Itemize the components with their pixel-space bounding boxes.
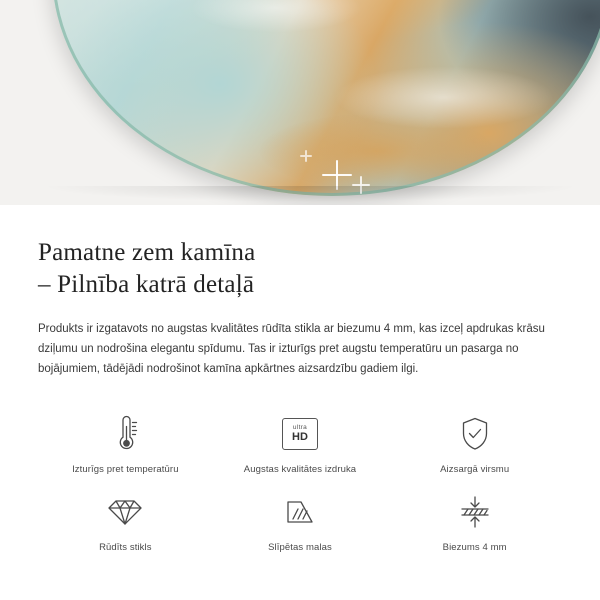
feature-label: Rūdīts stikls [99,542,152,553]
ultra-hd-top-label: ultra [292,423,308,431]
hero-image [0,0,600,205]
feature-grid [38,413,562,553]
page-title-line-2: – Pilnība katrā detaļā [38,271,255,298]
feature-label: Izturīgs pret temperatūru [72,464,179,475]
feature-item-print-quality [213,413,388,475]
feature-label: Augstas kvalitātes izdruka [243,464,357,475]
feature-label: Slīpētas malas [268,542,332,553]
diamond-icon [107,491,143,533]
page-title [38,237,562,301]
feature-label: Biezums 4 mm [442,542,507,553]
ultra-hd-bottom-label: HD [292,431,308,444]
feature-item-temperature [38,413,213,475]
thickness-icon [458,491,492,533]
ultra-hd-icon [282,413,318,455]
hero-drop-shadow [40,186,580,202]
polished-edges-icon [281,491,319,533]
product-description: Produkts ir izgatavots no augstas kvalitātes rūdīta stikla ar biezumu 4 mm, kas izceļ apdrukas krāsu dziļumu un nodrošina elegantu spīdumu. Tas ir izturīgs pret augstu temperatūru un pasarga no bojājumiem, tādējādi nodrošinot kamīna apkārtnes aizsardzību gadiem ilgi. [38,323,545,375]
feature-label: Aizsargā virsmu [440,464,510,475]
thermometer-icon [108,413,142,455]
page-title-line-1: Pamatne zem kamīna [38,239,256,266]
feature-item-surface-protection [387,413,562,475]
feature-item-thickness [387,491,562,553]
content-area [0,205,600,553]
feature-item-polished-edges [213,491,388,553]
feature-item-tempered-glass [38,491,213,553]
shield-check-icon [458,413,492,455]
